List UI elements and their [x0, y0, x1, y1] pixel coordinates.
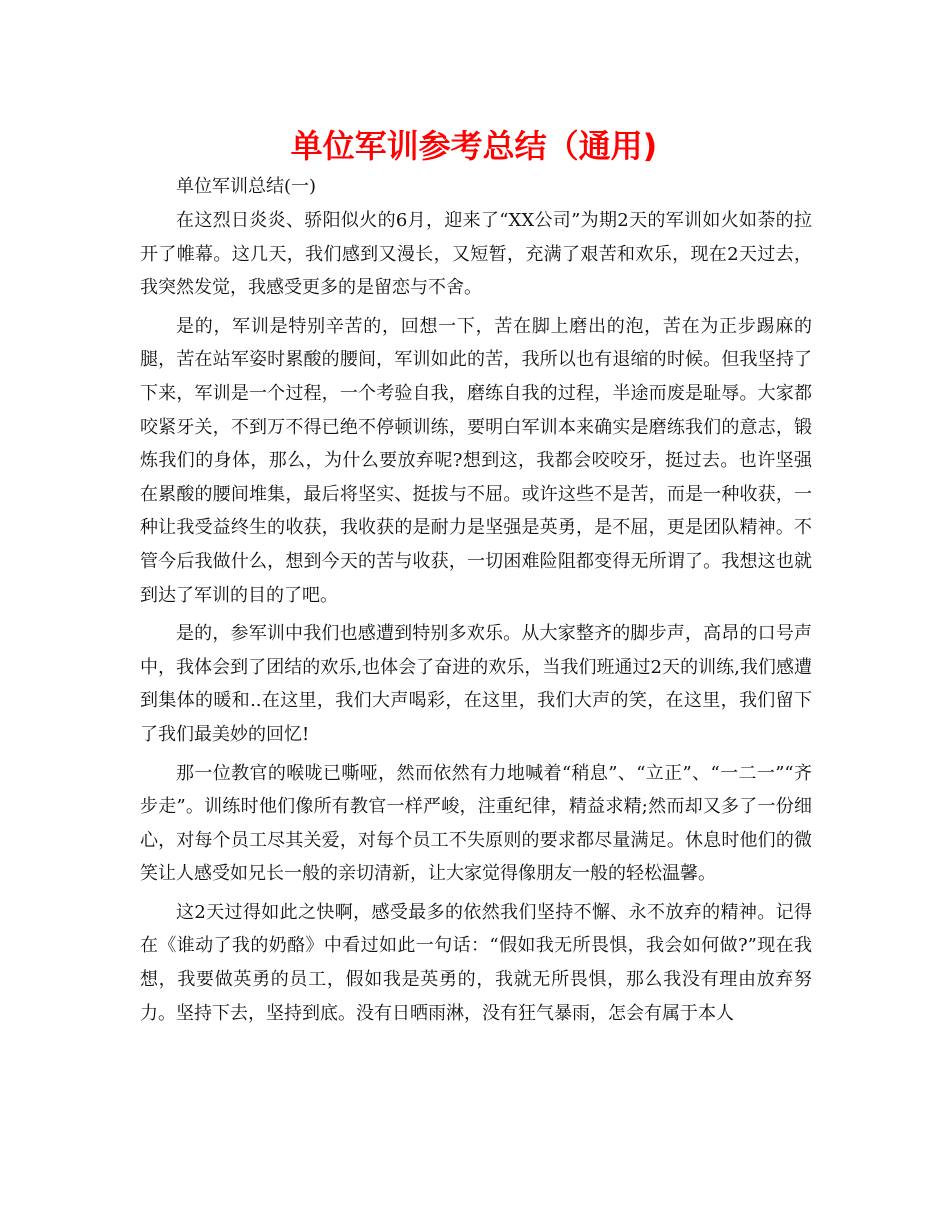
document-page [140, 120, 812, 1035]
paragraph-1: 在这烈日炎炎、骄阳似火的6月，迎来了“XX公司”为期2天的军训如火如荼的拉开了帷幕。这几天，我们感到又漫长，又短暂，充满了艰苦和欢乐，现在2天过去，我突然发觉，我感受更多的是留恋与不舍。 [140, 210, 812, 299]
paragraph-5: 这2天过得如此之快啊，感受最多的依然我们坚持不懈、永不放弃的精神。记得在《谁动了我的奶酪》中看过如此一句话：“假如我无所畏惧，我会如何做?”现在我想，我要做英勇的员工，假如我是英勇的，我就无所畏惧，那么我没有理由放弃努力。坚持下去，坚持到底。没有日晒雨淋，没有狂气暴雨，怎会有属于本人 [140, 901, 812, 1024]
paragraph-4: 那一位教官的喉咙已嘶哑，然而依然有力地喊着“稍息”、“立正”、“一二一”“齐步走”。训练时他们像所有教官一样严峻，注重纪律，精益求精;然而却又多了一份细心，对每个员工尽其关爱，对每个员工不失原则的要求都尽量满足。休息时他们的微笑让人感受如兄长一般的亲切清新，让大家觉得像朋友一般的轻松温馨。 [140, 762, 812, 885]
paragraph-3: 是的，参军训中我们也感遭到特别多欢乐。从大家整齐的脚步声，高昂的口号声中，我体会到了团结的欢乐,也体会了奋进的欢乐，当我们班通过2天的训练,我们感遭到集体的暖和..在这里，我们大声喝彩，在这里，我们大声的笑，在这里，我们留下了我们最美妙的回忆! [140, 623, 812, 745]
paragraph-2: 是的，军训是特别辛苦的，回想一下，苦在脚上磨出的泡，苦在为正步踢麻的腿，苦在站军姿时累酸的腰间，军训如此的苦，我所以也有退缩的时候。但我坚持了下来，军训是一个过程，一个考验自我，磨练自我的过程，半途而废是耻辱。大家都咬紧牙关，不到万不得已绝不停顿训练，要明白军训本来确实是磨练我们的意志，锻炼我们的身体，那么，为什么要放弃呢?想到这，我都会咬咬牙，挺过去。也许坚强在累酸的腰间堆集，最后将坚实、挺拔与不屈。或许这些不是苦，而是一种收获，一种让我受益终生的收获，我收获的是耐力是坚强是英勇，是不屈，更是团队精神。不管今后我做什么，想到今天的苦与收获，一切困难险阻都变得无所谓了。我想这也就到达了军训的目的了吧。 [140, 315, 812, 606]
document-title: 单位军训参考总结（通用) [290, 127, 658, 165]
section-heading: 单位军训总结(一) [176, 176, 317, 197]
